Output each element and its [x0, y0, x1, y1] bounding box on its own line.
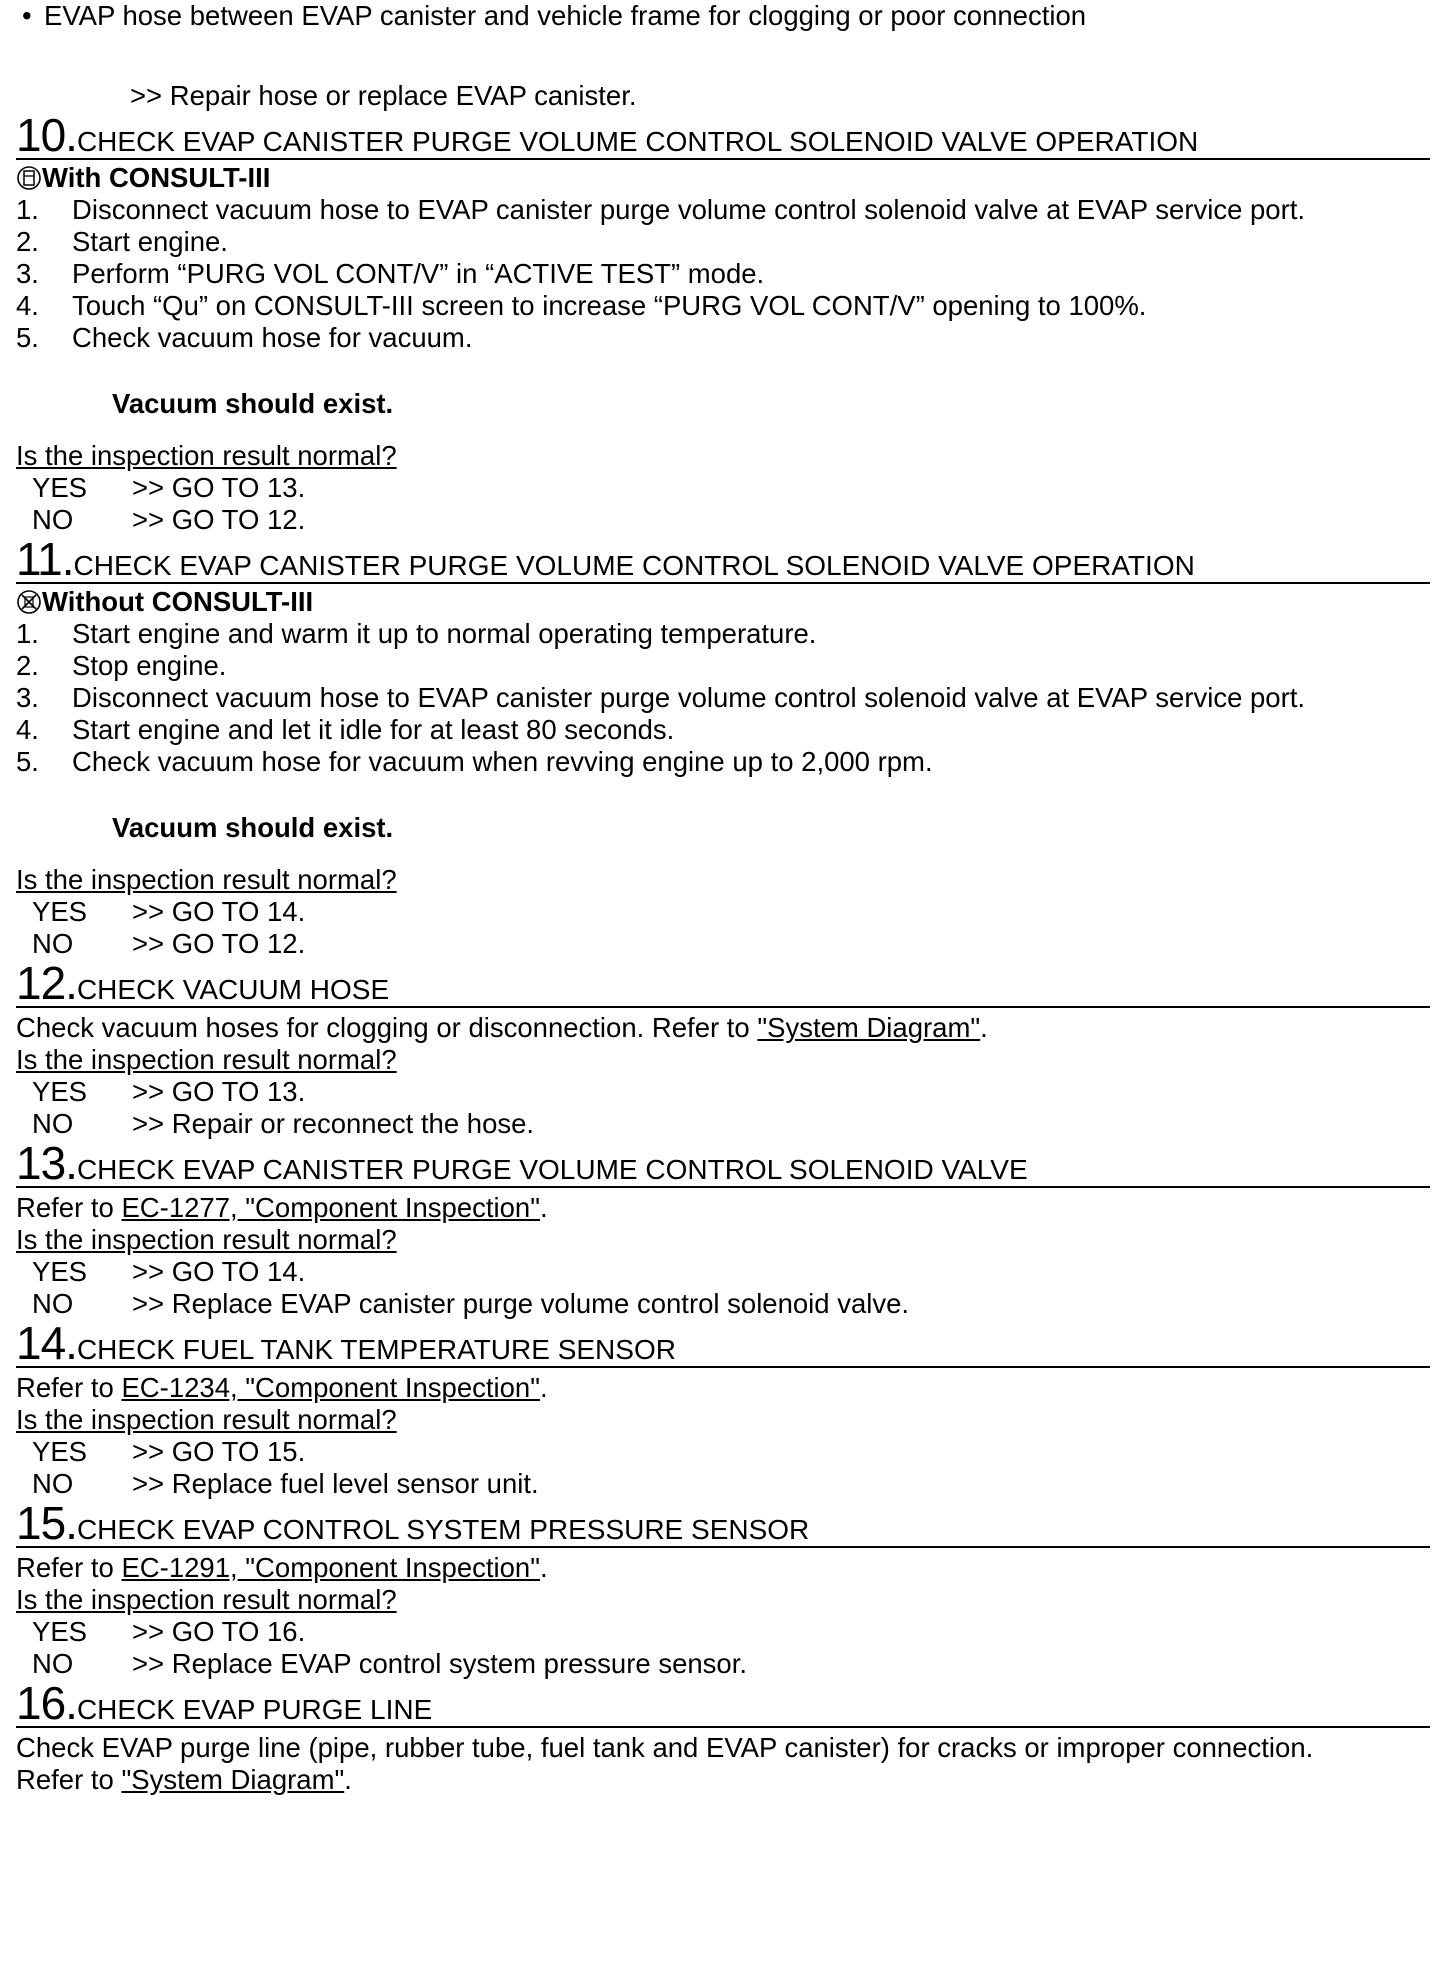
step-title: CHECK EVAP CANISTER PURGE VOLUME CONTROL SOLENOID VALVE OPERATION	[73, 550, 1195, 581]
step-title: CHECK FUEL TANK TEMPERATURE SENSOR	[76, 1334, 676, 1365]
answer-no: NO >> Repair or reconnect the hose.	[32, 1108, 535, 1139]
procedure-item: 5. Check vacuum hose for vacuum when revving engine up to 2,000 rpm.	[16, 746, 933, 777]
step-11-header	[16, 533, 1430, 585]
spec-text: Vacuum should exist.	[112, 388, 394, 419]
step-number: 15.	[16, 1497, 77, 1549]
inspection-question: Is the inspection result normal?	[16, 1584, 397, 1615]
procedure-item: 2. Start engine.	[16, 226, 228, 257]
inspection-question: Is the inspection result normal?	[16, 864, 397, 895]
bullet-marker: •	[22, 0, 32, 31]
step-16-ref: Refer to "System Diagram".	[16, 1764, 352, 1795]
procedure-item: 5. Check vacuum hose for vacuum.	[16, 322, 473, 353]
step-16-header	[16, 1677, 1430, 1729]
answer-yes: YES >> GO TO 15.	[32, 1436, 306, 1467]
system-diagram-link[interactable]: "System Diagram"	[121, 1764, 345, 1795]
answer-no: NO >> GO TO 12.	[32, 928, 306, 959]
answer-no: NO >> Replace fuel level sensor unit.	[32, 1468, 539, 1499]
step-10-procedure	[16, 194, 1430, 354]
answer-no: NO >> GO TO 12.	[32, 504, 306, 535]
step-title: CHECK EVAP PURGE LINE	[76, 1694, 433, 1725]
with-consult-label	[16, 162, 1430, 194]
answer-yes: YES >> GO TO 14.	[32, 1256, 306, 1287]
step-15-header	[16, 1497, 1430, 1549]
step-number: 12.	[16, 957, 77, 1009]
step-title: CHECK VACUUM HOSE	[76, 974, 390, 1005]
procedure-item: 3. Disconnect vacuum hose to EVAP canister purge volume control solenoid valve at EVAP service port.	[16, 682, 1306, 713]
procedure-item: 1. Start engine and warm it up to normal operating temperature.	[16, 618, 817, 649]
mode-label: Without CONSULT-III	[42, 586, 314, 617]
step-13-body: Refer to EC-1277, "Component Inspection".	[16, 1192, 548, 1223]
inspection-question: Is the inspection result normal?	[16, 1044, 397, 1075]
step-14-body: Refer to EC-1234, "Component Inspection".	[16, 1372, 548, 1403]
step-13-header	[16, 1137, 1430, 1189]
inspection-question: Is the inspection result normal?	[16, 1224, 397, 1255]
procedure-item: 2. Stop engine.	[16, 650, 227, 681]
inspection-question: Is the inspection result normal?	[16, 440, 397, 471]
component-inspection-link[interactable]: EC-1291, "Component Inspection"	[121, 1552, 540, 1583]
without-consult-label	[16, 586, 1430, 618]
step-12-body: Check vacuum hoses for clogging or disconnection. Refer to "System Diagram".	[16, 1012, 988, 1043]
procedure-item: 1. Disconnect vacuum hose to EVAP canister purge volume control solenoid valve at EVAP service port.	[16, 194, 1306, 225]
procedure-item: 4. Start engine and let it idle for at least 80 seconds.	[16, 714, 675, 745]
step-15-body: Refer to EC-1291, "Component Inspection".	[16, 1552, 548, 1583]
procedure-item: 3. Perform “PURG VOL CONT/V” in “ACTIVE TEST” mode.	[16, 258, 765, 289]
component-inspection-link[interactable]: EC-1277, "Component Inspection"	[121, 1192, 540, 1223]
no-consult-tool-icon	[16, 589, 42, 615]
bullet-item	[16, 0, 1430, 32]
consult-tool-icon	[16, 165, 42, 191]
step-number: 13.	[16, 1137, 77, 1189]
mode-label: With CONSULT-III	[42, 162, 271, 193]
answer-yes: YES >> GO TO 16.	[32, 1616, 306, 1647]
step-11-procedure	[16, 618, 1430, 778]
intro-action: >> Repair hose or replace EVAP canister.	[130, 80, 637, 111]
component-inspection-link[interactable]: EC-1234, "Component Inspection"	[121, 1372, 540, 1403]
step-title: CHECK EVAP CANISTER PURGE VOLUME CONTROL SOLENOID VALVE OPERATION	[76, 126, 1199, 157]
inspection-question: Is the inspection result normal?	[16, 1404, 397, 1435]
step-10-header	[16, 109, 1430, 161]
spec-text: Vacuum should exist.	[112, 812, 394, 843]
step-number: 16.	[16, 1677, 77, 1729]
manual-page	[16, 0, 1430, 1796]
answer-no: NO >> Replace EVAP canister purge volume control solenoid valve.	[32, 1288, 910, 1319]
step-number: 14.	[16, 1317, 77, 1369]
bullet-text: EVAP hose between EVAP canister and vehicle frame for clogging or poor connection	[44, 0, 1087, 31]
step-title: CHECK EVAP CANISTER PURGE VOLUME CONTROL SOLENOID VALVE	[76, 1154, 1028, 1185]
answer-no: NO >> Replace EVAP control system pressure sensor.	[32, 1648, 747, 1679]
step-12-header	[16, 957, 1430, 1009]
step-number: 10.	[16, 109, 77, 161]
step-title: CHECK EVAP CONTROL SYSTEM PRESSURE SENSOR	[76, 1514, 810, 1545]
step-number: 11.	[16, 533, 74, 585]
answer-yes: YES >> GO TO 13.	[32, 472, 306, 503]
procedure-item: 4. Touch “Qu” on CONSULT-III screen to increase “PURG VOL CONT/V” opening to 100%.	[16, 290, 1147, 321]
answer-yes: YES >> GO TO 13.	[32, 1076, 306, 1107]
step-14-header	[16, 1317, 1430, 1369]
step-16-body: Check EVAP purge line (pipe, rubber tube, fuel tank and EVAP canister) for cracks or improper connection.	[16, 1732, 1314, 1763]
answer-yes: YES >> GO TO 14.	[32, 896, 306, 927]
system-diagram-link[interactable]: "System Diagram"	[757, 1012, 981, 1043]
